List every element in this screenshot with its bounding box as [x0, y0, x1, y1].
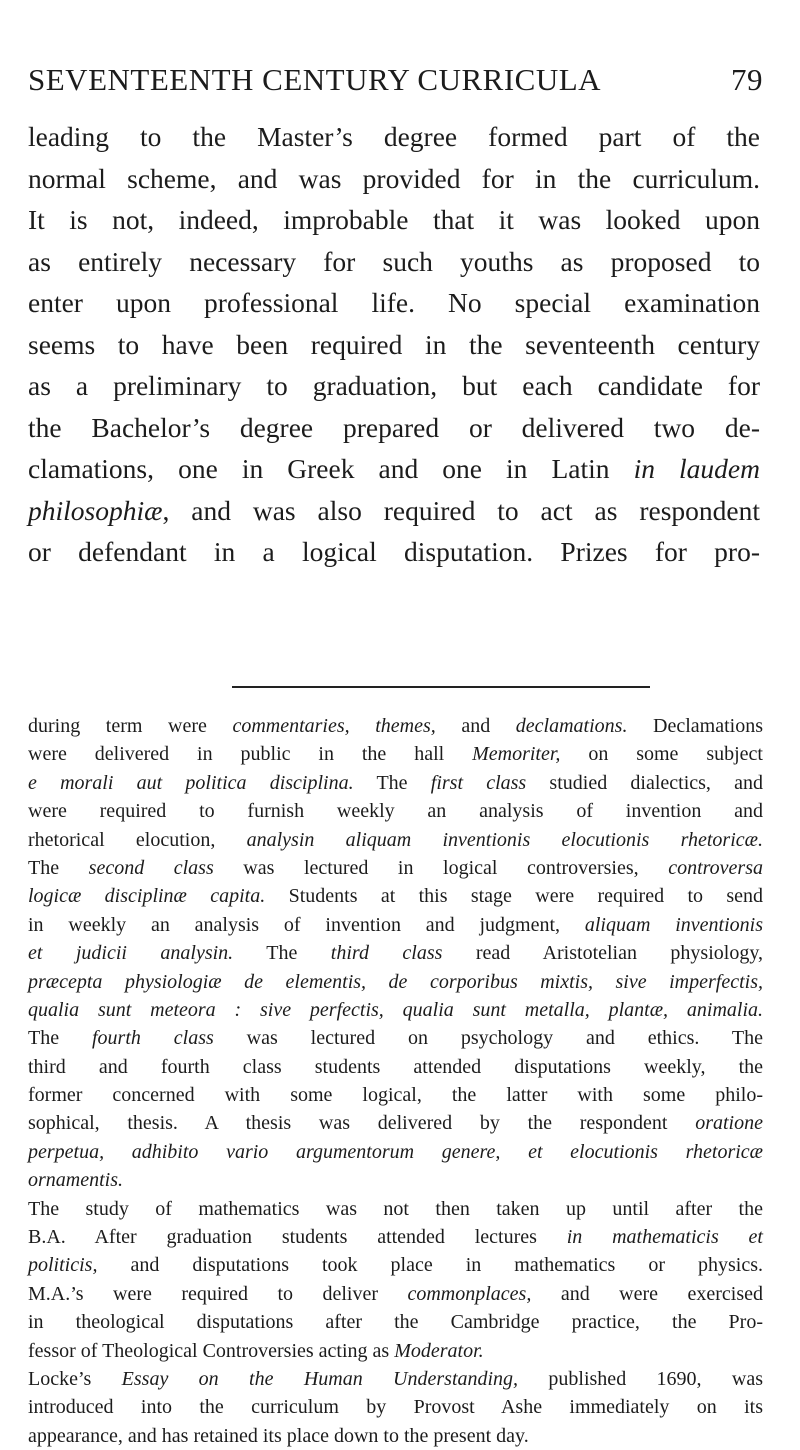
footnote-divider: [232, 686, 650, 688]
footnote-line: [28, 826, 763, 854]
text-segment: sophical, thesis. A thesis was delivered by the respondent: [28, 1112, 696, 1135]
italic-phrase: perpetua, adhibito vario argumentorum genere, et elocutionis rhetoricæ: [28, 1140, 763, 1163]
italic-phrase: second class: [88, 856, 214, 879]
footnote-line: The study of mathematics was not then taken up until after the: [28, 1197, 763, 1220]
text-segment: and: [435, 715, 516, 737]
footnote-line: [28, 1109, 763, 1137]
text-segment: Students at this stage were required to send: [265, 885, 763, 908]
footnote-line: [28, 1251, 763, 1279]
italic-phrase: declamations.: [515, 715, 628, 737]
text-segment: during term were: [28, 715, 233, 737]
text-segment: read Aristotelian physiology,: [442, 942, 764, 965]
footnote-line: [28, 854, 763, 882]
italic-phrase: third class: [330, 942, 443, 965]
text-line: as a preliminary to graduation, but each candidate for: [28, 370, 760, 401]
text-segment: The: [233, 942, 331, 965]
text-line: the Bachelor’s degree prepared or delivered two de-: [28, 411, 760, 443]
italic-phrase: controversa: [668, 856, 763, 879]
italic-phrase: Memoriter,: [472, 743, 561, 766]
text-segment: studied dialectics, and: [526, 771, 764, 794]
footnote-line: [28, 1138, 763, 1166]
text-line: leading to the Master’s degree formed part of the: [28, 121, 760, 152]
italic-phrase: Moderator.: [394, 1339, 484, 1362]
italic-phrase: aliquam inventionis: [584, 913, 763, 936]
text-line: as entirely necessary for such youths as proposed to: [28, 245, 760, 277]
text-segment: on some subject: [560, 743, 763, 766]
text-segment: M.A.’s were required to deliver: [28, 1282, 408, 1305]
footnote-line: [28, 1280, 763, 1308]
italic-phrase: et judicii analysin.: [28, 942, 234, 965]
footnote-line: appearance, and has retained its place down to the present day.: [28, 1424, 529, 1447]
footnote-line: [28, 769, 763, 797]
italic-phrase: commentaries, themes,: [232, 715, 436, 737]
text-segment: rhetorical elocution,: [28, 828, 247, 851]
text-segment: in weekly an analysis of invention and judgment,: [28, 913, 585, 936]
italic-phrase: fourth class: [91, 1027, 214, 1050]
footnote-line: [28, 1166, 763, 1194]
footnote-line: [28, 911, 763, 939]
text-line: seems to have been required in the seventeenth century: [28, 328, 760, 360]
text-line: It is not, indeed, improbable that it was looked upon: [28, 204, 760, 235]
footnote-line: introduced into the curriculum by Provost Ashe immediately on its: [28, 1396, 763, 1419]
footnote-line: [28, 1223, 763, 1251]
main-text: [28, 116, 760, 573]
footnote-line: [28, 1024, 763, 1052]
text-line: enter upon professional life. No special examination: [28, 287, 760, 318]
footnote-line: [28, 996, 763, 1024]
text-segment: The: [28, 1027, 92, 1050]
italic-phrase: in laudem: [633, 453, 760, 484]
footnote-line: [28, 968, 763, 996]
footnote-line: [28, 1337, 763, 1365]
italic-phrase: philosophiæ: [28, 494, 163, 526]
italic-phrase: ornamentis.: [28, 1169, 123, 1192]
italic-phrase: first class: [430, 771, 527, 794]
text-segment: were delivered in public in the hall: [28, 743, 473, 766]
text-line: normal scheme, and was provided for in the curriculum.: [28, 162, 760, 194]
text-segment: The: [353, 771, 431, 794]
footnote-line: [28, 740, 763, 768]
italic-phrase: commonplaces,: [407, 1282, 532, 1305]
text-segment: , and was also required to act as respondent: [162, 494, 760, 526]
text-segment: Declamations: [627, 715, 763, 737]
text-segment: was lectured in logical controversies,: [213, 856, 669, 879]
italic-phrase: qualia sunt meteora : sive perfectis, qualia sunt metalla, plantæ, animalia.: [28, 998, 763, 1021]
text-segment: was lectured on psychology and ethics. The: [213, 1027, 763, 1050]
italic-phrase: oratione: [695, 1112, 763, 1135]
text-segment: clamations, one in Greek and one in Latin: [28, 453, 634, 484]
text-segment: published 1690, was: [518, 1367, 763, 1390]
text-segment: The: [28, 856, 89, 879]
text-line-with-italic: [28, 490, 760, 532]
text-line: or defendant in a logical disputation. Prizes for pro-: [28, 536, 760, 567]
text-segment: Locke’s: [28, 1367, 122, 1390]
italic-phrase: præcepta physiologiæ de elementis, de corporibus mixtis, sive imperfectis,: [28, 970, 763, 993]
text-line-with-italic: [28, 448, 760, 490]
text-segment: and were exercised: [531, 1282, 763, 1305]
footnote-line: third and fourth class students attended disputations weekly, the: [28, 1055, 763, 1078]
text-segment: and disputations took place in mathematics or physics.: [97, 1254, 763, 1277]
footnote-line: [28, 712, 763, 740]
italic-phrase: analysin aliquam inventionis elocutionis rhetoricæ.: [246, 828, 763, 851]
footnote-line: [28, 1365, 763, 1393]
footnote-line: in theological disputations after the Cambridge practice, the Pro-: [28, 1311, 763, 1334]
italic-phrase: Essay on the Human Understanding,: [121, 1367, 519, 1390]
text-segment: fessor of Theological Controversies acting as: [28, 1339, 395, 1362]
footnote-line: [28, 882, 763, 910]
footnote-line: were required to furnish weekly an analysis of invention and: [28, 800, 763, 823]
italic-phrase: politicis,: [28, 1254, 98, 1277]
page-number: 79: [731, 62, 763, 97]
italic-phrase: e morali aut politica disciplina.: [28, 771, 354, 794]
running-title: SEVENTEENTH CENTURY CURRICULA: [28, 62, 602, 97]
italic-phrase: in mathematicis et: [566, 1226, 763, 1249]
footnote: [28, 712, 763, 1450]
footnote-line: [28, 939, 763, 967]
text-segment: B.A. After graduation students attended lectures: [28, 1226, 567, 1249]
italic-phrase: logicæ disciplinæ capita.: [28, 885, 266, 908]
footnote-line: former concerned with some logical, the latter with some philo-: [28, 1084, 763, 1107]
